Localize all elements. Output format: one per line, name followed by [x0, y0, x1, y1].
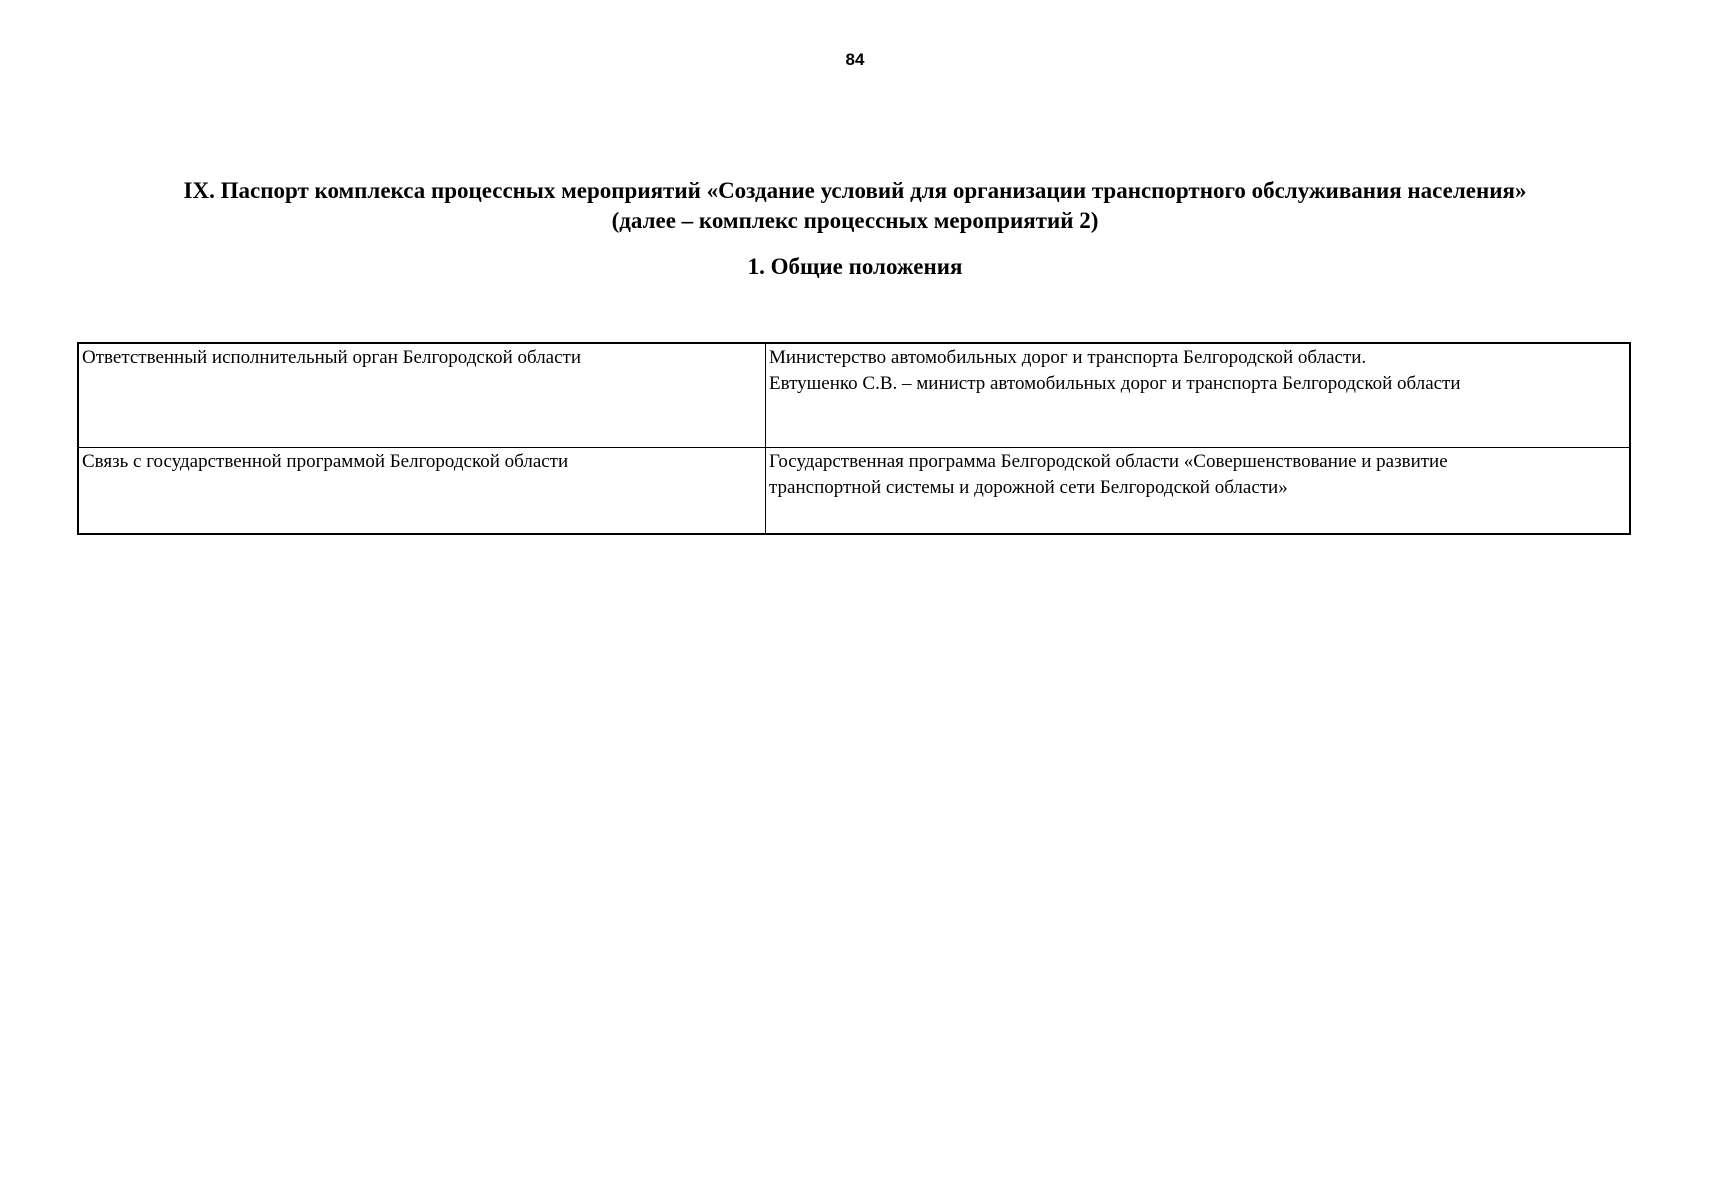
- cell-text-line: Министерство автомобильных дорог и транспорта Белгородской области.: [769, 347, 1367, 368]
- general-provisions-table: [77, 342, 1631, 535]
- cell-text-line: Евтушенко С.В. – министр автомобильных дорог и транспорта Белгородской области: [769, 373, 1461, 394]
- table-cell-label: Ответственный исполнительный орган Белгородской области: [78, 343, 766, 448]
- table-row: [78, 448, 1630, 535]
- document-title-line-2: (далее – комплекс процессных мероприятий 2): [611, 208, 1099, 233]
- page-number: 84: [845, 50, 865, 69]
- table-cell-label: Связь с государственной программой Белгородской области: [78, 448, 766, 535]
- table-cell-value: [766, 343, 1631, 448]
- cell-text-line: Государственная программа Белгородской области «Совершенствование и развитие: [769, 451, 1448, 472]
- cell-text-line: транспортной системы и дорожной сети Белгородской области»: [769, 477, 1288, 498]
- document-title-line-1: IX. Паспорт комплекса процессных мероприятий «Создание условий для организации транспортного обслуживания населения»: [183, 178, 1527, 203]
- table-row: [78, 343, 1630, 448]
- table-cell-value: [766, 448, 1631, 535]
- section-heading: 1. Общие положения: [747, 254, 963, 279]
- document-title: [80, 176, 1630, 236]
